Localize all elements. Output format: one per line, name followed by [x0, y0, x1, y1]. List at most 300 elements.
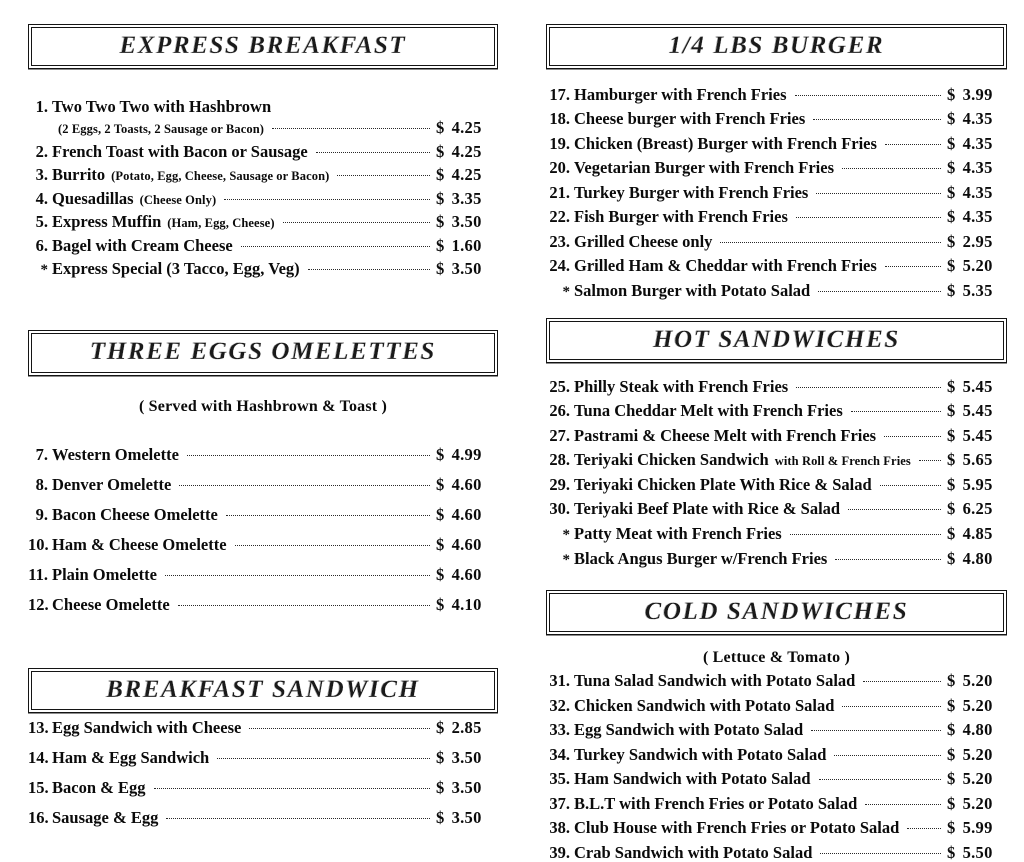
price-amount: 5.20 — [962, 256, 993, 276]
menu-item-name: Cheese burger with French Fries — [574, 109, 806, 129]
dot-leader — [187, 444, 430, 461]
currency-symbol: $ — [947, 548, 956, 568]
menu-item-number: * — [562, 283, 570, 300]
menu-item-number: 29. — [549, 474, 570, 494]
section-header-inner — [549, 27, 1004, 66]
price-amount: 5.45 — [962, 401, 993, 420]
currency-symbol: $ — [947, 109, 956, 129]
menu-item-row — [546, 255, 1007, 275]
menu-item-name: Ham & Egg Sandwich — [52, 748, 210, 768]
menu-item-price — [436, 810, 498, 827]
currency-symbol: $ — [947, 401, 956, 420]
menu-item-row — [546, 522, 1007, 543]
currency-symbol: $ — [436, 165, 445, 185]
menu-item-price — [947, 182, 1007, 202]
menu-item-row — [28, 504, 498, 524]
price-amount: 5.20 — [962, 769, 993, 789]
menu-item-price — [947, 548, 1007, 568]
price-amount: 5.99 — [962, 818, 993, 838]
menu-item-price — [947, 160, 1007, 177]
menu-item-row — [546, 719, 1007, 739]
price-amount: 6.25 — [962, 499, 993, 518]
currency-symbol: $ — [947, 280, 956, 300]
menu-item-name: Turkey Sandwich with Potato Salad — [574, 744, 827, 764]
menu-item-price — [947, 501, 1007, 518]
menu-item-price — [436, 188, 498, 208]
menu-item-row — [28, 258, 498, 279]
menu-item-description: (Ham, Egg, Cheese) — [167, 216, 275, 231]
menu-item-price — [436, 567, 498, 584]
section-header-inner — [31, 333, 495, 372]
price-amount: 4.60 — [451, 505, 482, 524]
menu-item-row — [28, 211, 498, 231]
menu-item-number: 39. — [549, 842, 570, 862]
currency-symbol: $ — [947, 207, 956, 227]
menu-list-three-eggs-omelettes — [28, 444, 498, 614]
menu-item-number: 4. — [35, 188, 48, 208]
currency-symbol: $ — [436, 565, 445, 584]
currency-symbol: $ — [436, 778, 445, 798]
menu-item-name: Vegetarian Burger with French Fries — [574, 158, 834, 178]
price-amount: 4.60 — [451, 535, 482, 554]
menu-item-price — [436, 261, 498, 278]
menu-item-name: Tuna Salad Sandwich with Potato Salad — [574, 671, 856, 691]
menu-item-number: 31. — [549, 671, 570, 691]
menu-item-number: 35. — [549, 769, 570, 789]
menu-item-number: 27. — [549, 425, 570, 445]
menu-item-row — [28, 99, 498, 116]
price-amount: 4.35 — [962, 109, 993, 129]
currency-symbol: $ — [436, 118, 445, 138]
currency-symbol: $ — [947, 720, 956, 740]
currency-symbol: $ — [436, 445, 445, 464]
section-title-hot-sandwiches: HOT SANDWICHES — [653, 325, 900, 353]
menu-item-number: 30. — [549, 499, 570, 518]
menu-item-row — [546, 230, 1007, 250]
menu-item-row — [28, 234, 498, 254]
price-amount: 4.25 — [451, 118, 482, 138]
menu-item-name: Ham & Cheese Omelette — [52, 535, 227, 554]
price-amount: 4.60 — [451, 565, 482, 584]
menu-item-price — [436, 120, 498, 137]
menu-item-number: * — [562, 551, 570, 568]
menu-item-name: Chicken Sandwich with Potato Salad — [574, 695, 835, 715]
dot-leader — [816, 181, 941, 198]
menu-item-price — [947, 744, 1007, 764]
menu-item-name: Burrito — [52, 165, 106, 185]
currency-symbol: $ — [436, 535, 445, 554]
price-amount: 4.35 — [962, 207, 993, 227]
menu-item-name: Grilled Cheese only — [574, 231, 713, 251]
menu-item-price — [947, 111, 1007, 128]
price-amount: 5.20 — [962, 695, 993, 715]
currency-symbol: $ — [947, 474, 956, 494]
menu-item-price — [947, 84, 1007, 104]
menu-item-number: 13. — [28, 718, 49, 738]
menu-item-name: French Toast with Bacon or Sausage — [52, 141, 308, 161]
menu-item-number: * — [562, 526, 570, 543]
currency-symbol: $ — [436, 808, 445, 828]
menu-item-number: 3. — [35, 165, 48, 185]
menu-item-number: 28. — [549, 450, 570, 469]
dot-leader — [842, 157, 941, 174]
menu-item-price — [947, 523, 1007, 543]
currency-symbol: $ — [947, 84, 956, 104]
menu-item-row — [28, 747, 498, 767]
menu-item-name: Philly Steak with French Fries — [574, 376, 789, 396]
currency-symbol: $ — [947, 231, 956, 251]
menu-item-row — [28, 444, 498, 464]
currency-symbol: $ — [947, 376, 956, 396]
currency-symbol: $ — [947, 256, 956, 276]
dot-leader — [796, 206, 941, 223]
menu-item-price — [436, 477, 498, 494]
menu-item-number: 17. — [549, 84, 570, 104]
menu-item-description: (Potato, Egg, Cheese, Sausage or Bacon) — [111, 169, 330, 184]
menu-item-number: 15. — [28, 778, 49, 798]
currency-symbol: $ — [947, 523, 956, 543]
menu-item-row — [546, 449, 1007, 469]
dot-leader — [179, 474, 430, 491]
menu-item-name: Grilled Ham & Cheddar with French Fries — [574, 256, 877, 276]
menu-item-price — [947, 820, 1007, 837]
menu-item-description: with Roll & French Fries — [774, 454, 911, 468]
section-caption-cold-sandwiches: ( Lettuce & Tomato ) — [702, 648, 851, 666]
menu-item-price — [947, 793, 1007, 813]
section-header-breakfast-sandwich — [28, 668, 498, 713]
menu-item-name: Sausage & Egg — [52, 808, 159, 828]
menu-item-name: Salmon Burger with Potato Salad — [574, 280, 811, 300]
price-amount: 3.50 — [451, 748, 482, 768]
dot-leader — [272, 117, 430, 134]
dot-leader — [907, 817, 941, 834]
currency-symbol: $ — [436, 595, 445, 614]
dot-leader — [796, 375, 941, 392]
menu-item-price — [947, 376, 1007, 396]
menu-item-price — [436, 141, 498, 161]
price-amount: 5.20 — [962, 793, 993, 813]
section-title-three-eggs-omelettes: THREE EGGS OMELETTES — [90, 338, 436, 366]
menu-block-three-eggs-omelettes — [28, 398, 498, 614]
menu-item-name: Egg Sandwich with Cheese — [52, 718, 242, 738]
price-amount: 5.35 — [962, 280, 993, 300]
dot-leader — [283, 211, 430, 228]
section-header-inner — [549, 321, 1004, 360]
menu-item-price — [947, 673, 1007, 690]
section-header-quarter-lbs-burger — [546, 24, 1007, 69]
menu-item-price — [436, 214, 498, 231]
dot-leader — [811, 719, 941, 736]
menu-item-row — [546, 132, 1007, 152]
menu-item-number: 23. — [549, 231, 570, 251]
dot-leader — [813, 108, 941, 125]
menu-item-number: 16. — [28, 808, 49, 828]
menu-item-row — [546, 473, 1007, 493]
menu-item-price — [947, 231, 1007, 251]
currency-symbol: $ — [947, 182, 956, 202]
menu-item-number: 26. — [549, 401, 570, 420]
menu-item-number: 18. — [549, 109, 570, 129]
menu-item-number: 34. — [549, 744, 570, 764]
menu-item-name: Denver Omelette — [52, 475, 172, 494]
menu-block-cold-sandwiches — [546, 649, 1007, 862]
menu-item-price — [947, 403, 1007, 420]
section-title-express-breakfast: EXPRESS BREAKFAST — [119, 32, 407, 59]
price-amount: 3.99 — [962, 84, 993, 104]
menu-item-number: 1. — [35, 97, 48, 117]
menu-item-price — [947, 133, 1007, 153]
menu-item-row — [28, 164, 498, 184]
menu-item-number: 8. — [35, 475, 48, 494]
price-amount: 5.20 — [962, 671, 993, 691]
menu-item-number: 6. — [35, 235, 48, 255]
currency-symbol: $ — [436, 188, 445, 208]
menu-item-description: (2 Eggs, 2 Toasts, 2 Sausage or Bacon) — [58, 122, 265, 137]
currency-symbol: $ — [436, 235, 445, 255]
menu-item-name: Western Omelette — [52, 445, 179, 464]
price-amount: 5.95 — [962, 474, 993, 494]
dot-leader — [224, 187, 430, 204]
dot-leader — [818, 279, 941, 296]
price-amount: 4.25 — [451, 141, 482, 161]
dot-leader — [720, 230, 941, 247]
price-amount: 4.80 — [962, 548, 993, 568]
menu-item-price — [947, 280, 1007, 300]
menu-item-row — [546, 83, 1007, 103]
menu-item-row — [546, 841, 1007, 861]
dot-leader — [848, 498, 941, 515]
currency-symbol: $ — [947, 695, 956, 715]
dot-leader — [795, 83, 942, 100]
price-amount: 4.99 — [451, 445, 482, 464]
menu-item-name: Teriyaki Beef Plate with Rice & Salad — [574, 499, 841, 518]
menu-item-number: 11. — [28, 565, 48, 584]
menu-item-row — [28, 807, 498, 827]
price-amount: 1.60 — [451, 235, 482, 255]
dot-leader — [865, 792, 941, 809]
section-header-inner — [549, 593, 1004, 632]
currency-symbol: $ — [947, 133, 956, 153]
price-amount: 3.50 — [451, 808, 482, 828]
menu-item-price — [436, 235, 498, 255]
menu-item-row — [546, 424, 1007, 444]
price-amount: 4.80 — [962, 720, 993, 740]
menu-item-number: 33. — [549, 720, 570, 740]
menu-item-number: 21. — [549, 182, 570, 202]
currency-symbol: $ — [436, 748, 445, 768]
dot-leader — [337, 164, 430, 181]
price-amount: 4.60 — [451, 475, 482, 494]
menu-item-price — [947, 474, 1007, 494]
menu-item-name: Two Two Two with Hashbrown — [52, 97, 272, 117]
section-title-cold-sandwiches: COLD SANDWICHES — [644, 597, 909, 625]
price-amount: 4.25 — [451, 165, 482, 185]
menu-item-row — [546, 547, 1007, 568]
menu-item-name: Hamburger with French Fries — [574, 84, 787, 104]
menu-item-number: 32. — [549, 695, 570, 715]
menu-item-number: 25. — [549, 376, 570, 396]
price-amount: 4.35 — [962, 133, 993, 153]
currency-symbol: $ — [947, 769, 956, 789]
dot-leader — [308, 258, 430, 275]
dot-leader — [819, 768, 941, 785]
menu-column-left — [28, 24, 498, 828]
menu-item-row — [546, 400, 1007, 420]
menu-item-name: Quesadillas — [52, 188, 134, 208]
menu-item-number: * — [40, 262, 48, 279]
price-amount: 4.35 — [962, 182, 993, 202]
menu-item-row — [546, 498, 1007, 518]
currency-symbol: $ — [436, 718, 445, 738]
dot-leader — [835, 547, 941, 564]
section-title-breakfast-sandwich: BREAKFAST SANDWICH — [106, 675, 420, 703]
currency-symbol: $ — [436, 141, 445, 161]
menu-item-row — [546, 817, 1007, 837]
price-amount: 5.65 — [962, 450, 993, 469]
currency-symbol: $ — [436, 475, 445, 494]
menu-item-price — [436, 447, 498, 464]
menu-item-number: 20. — [549, 158, 570, 178]
menu-item-price — [436, 750, 498, 767]
menu-item-name: Ham Sandwich with Potato Salad — [574, 769, 811, 789]
menu-column-right — [546, 24, 1007, 862]
dot-leader — [851, 400, 941, 417]
menu-item-name: Fish Burger with French Fries — [574, 207, 788, 227]
price-amount: 2.95 — [962, 231, 993, 251]
section-header-cold-sandwiches — [546, 590, 1007, 635]
menu-item-row — [546, 768, 1007, 788]
currency-symbol: $ — [947, 793, 956, 813]
dot-leader — [235, 534, 430, 551]
price-amount: 3.50 — [451, 212, 482, 232]
price-amount: 5.45 — [962, 425, 993, 445]
menu-item-number: 19. — [549, 133, 570, 153]
menu-item-number: 38. — [549, 818, 570, 838]
menu-item-name: Chicken (Breast) Burger with French Fries — [574, 133, 877, 153]
currency-symbol: $ — [947, 450, 956, 469]
price-amount: 4.85 — [962, 523, 993, 543]
menu-item-row — [546, 157, 1007, 177]
dot-leader — [842, 694, 941, 711]
menu-item-row — [546, 743, 1007, 763]
menu-item-price — [436, 537, 498, 554]
menu-item-number: 7. — [35, 445, 48, 464]
section-header-express-breakfast — [28, 24, 498, 69]
section-caption-three-eggs-omelettes: ( Served with Hashbrown & Toast ) — [138, 397, 388, 415]
currency-symbol: $ — [436, 212, 445, 232]
section-header-three-eggs-omelettes — [28, 330, 498, 375]
menu-item-row — [546, 279, 1007, 300]
price-amount: 5.20 — [962, 744, 993, 764]
price-amount: 2.85 — [451, 718, 482, 738]
menu-item-name: Tuna Cheddar Melt with French Fries — [574, 401, 843, 420]
menu-item-name: Bacon & Egg — [52, 778, 146, 798]
menu-list-breakfast-sandwich — [28, 717, 498, 827]
menu-item-row — [28, 117, 498, 137]
currency-symbol: $ — [947, 818, 956, 838]
currency-symbol: $ — [947, 744, 956, 764]
menu-item-name: Black Angus Burger w/French Fries — [574, 548, 828, 568]
dot-leader — [919, 449, 941, 466]
menu-item-description: (Cheese Only) — [139, 192, 217, 207]
menu-item-number: 14. — [28, 748, 49, 768]
menu-item-price — [436, 597, 498, 614]
menu-item-name: Crab Sandwich with Potato Salad — [574, 842, 813, 862]
menu-list-quarter-lbs-burger — [546, 83, 1007, 300]
menu-item-row — [28, 564, 498, 584]
menu-item-row — [28, 474, 498, 494]
menu-item-name: Club House with French Fries or Potato Salad — [574, 818, 900, 838]
menu-item-price — [947, 258, 1007, 275]
section-header-hot-sandwiches — [546, 318, 1007, 363]
dot-leader — [834, 743, 941, 760]
currency-symbol: $ — [947, 425, 956, 445]
menu-item-number: 12. — [28, 595, 49, 614]
menu-list-express-breakfast — [28, 99, 498, 278]
dot-leader — [166, 807, 430, 824]
menu-item-name: Teriyaki Chicken Plate With Rice & Salad — [574, 474, 872, 494]
menu-item-row — [28, 187, 498, 207]
menu-item-number: 24. — [549, 256, 570, 276]
dot-leader — [880, 473, 941, 490]
menu-item-number: 10. — [28, 535, 49, 554]
currency-symbol: $ — [436, 259, 445, 279]
price-amount: 3.35 — [451, 188, 482, 208]
menu-item-number: 9. — [35, 505, 48, 524]
menu-item-row — [546, 375, 1007, 395]
menu-item-number: 37. — [549, 793, 570, 813]
menu-list-hot-sandwiches — [546, 375, 1007, 568]
menu-item-number: 2. — [35, 141, 48, 161]
menu-item-row — [28, 777, 498, 797]
menu-item-row — [546, 792, 1007, 812]
menu-item-price — [947, 771, 1007, 788]
menu-item-name: Cheese Omelette — [52, 595, 170, 614]
menu-item-name: B.L.T with French Fries or Potato Salad — [574, 793, 858, 813]
section-header-inner — [31, 671, 495, 710]
dot-leader — [885, 255, 941, 272]
menu-item-name: Teriyaki Chicken Sandwich — [574, 450, 769, 469]
price-amount: 3.50 — [451, 778, 482, 798]
menu-item-name: Patty Meat with French Fries — [574, 523, 782, 543]
menu-item-name: Express Muffin — [52, 212, 162, 232]
section-title-quarter-lbs-burger: 1/4 LBS BURGER — [668, 32, 885, 59]
menu-list-cold-sandwiches — [546, 670, 1007, 862]
menu-item-row — [546, 181, 1007, 201]
section-header-inner — [31, 27, 495, 66]
menu-item-name: Bagel with Cream Cheese — [52, 235, 233, 255]
menu-item-price — [947, 695, 1007, 715]
menu-item-number: 22. — [549, 207, 570, 227]
menu-item-row — [546, 670, 1007, 690]
menu-item-price — [947, 425, 1007, 445]
currency-symbol: $ — [947, 671, 956, 691]
menu-item-price — [436, 507, 498, 524]
menu-item-price — [947, 722, 1007, 739]
menu-item-number: 5. — [35, 212, 48, 232]
menu-item-name: Bacon Cheese Omelette — [52, 505, 218, 524]
price-amount: 5.50 — [962, 842, 993, 862]
dot-leader — [217, 747, 430, 764]
menu-item-price — [947, 209, 1007, 226]
dot-leader — [316, 140, 430, 157]
menu-item-price — [947, 452, 1007, 469]
price-amount: 4.10 — [451, 595, 482, 614]
dot-leader — [884, 424, 941, 441]
menu-item-name: Egg Sandwich with Potato Salad — [574, 720, 804, 740]
menu-item-row — [28, 534, 498, 554]
menu-item-name: Turkey Burger with French Fries — [574, 182, 809, 202]
